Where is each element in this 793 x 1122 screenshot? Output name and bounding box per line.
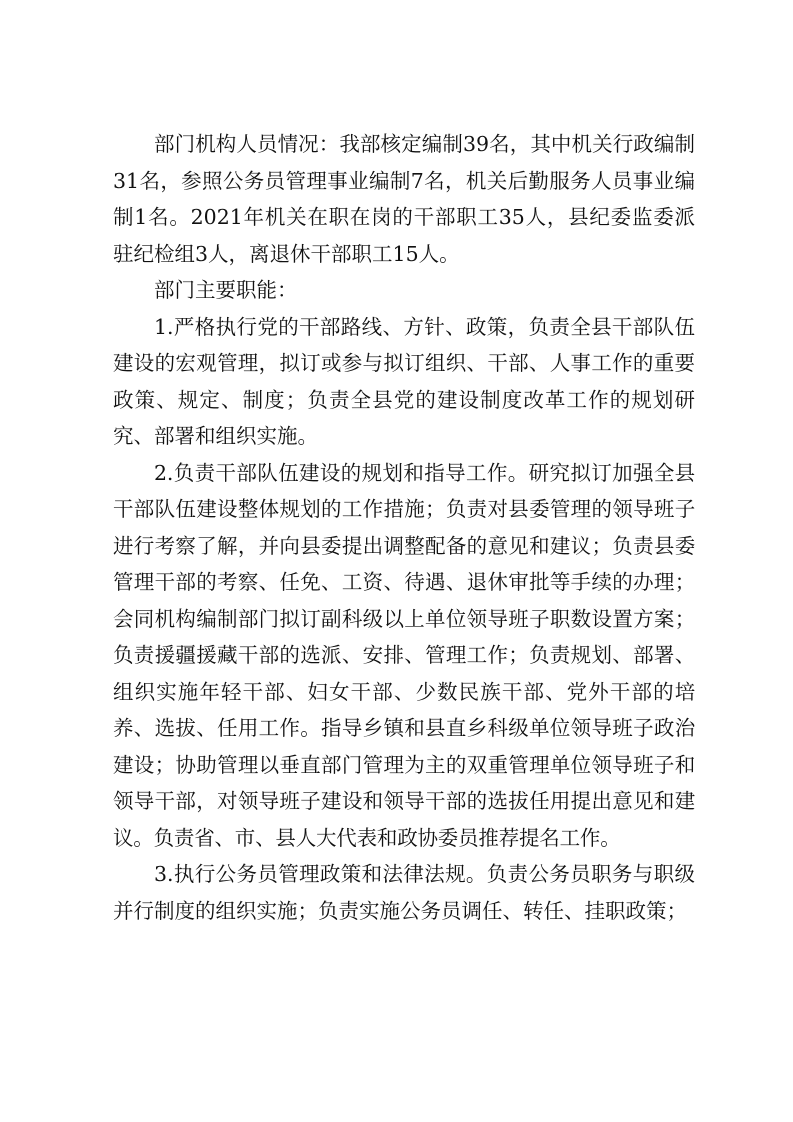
- document-page: [113, 126, 695, 929]
- paragraph-function-2: 2.负责干部队伍建设的规划和指导工作。研究拟订加强全县干部队伍建设整体规划的工作措施；负责对县委管理的领导班子进行考察了解，并向县委提出调整配备的意见和建议；负责县委管理干部的考察、任免、工资、待遇、退休审批等手续的办理；会同机构编制部门拟订副科级以上单位领导班子职数设置方案；负责援疆援藏干部的选派、安排、管理工作；负责规划、部署、组织实施年轻干部、妇女干部、少数民族干部、党外干部的培养、选拔、任用工作。指导乡镇和县直乡科级单位领导班子政治建设；协助管理以垂直部门管理为主的双重管理单位领导班子和领导干部，对领导班子建设和领导干部的选拔任用提出意见和建议。负责省、市、县人大代表和政协委员推荐提名工作。: [113, 460, 695, 850]
- paragraph-staffing: 部门机构人员情况：我部核定编制39名，其中机关行政编制31名，参照公务员管理事业编制7名，机关后勤服务人员事业编制1名。2021年机关在职在岗的干部职工35人，县纪委监委派驻纪检组3人，离退休干部职工15人。: [113, 132, 695, 266]
- paragraph-function-3: 3.执行公务员管理政策和法律法规。负责公务员职务与职级并行制度的组织实施；负责实施公务员调任、转任、挂职政策；: [113, 862, 695, 923]
- paragraph-functions-heading: 部门主要职能：: [154, 278, 298, 302]
- paragraph-function-1: 1.严格执行党的干部路线、方针、政策，负责全县干部队伍建设的宏观管理，拟订或参与拟订组织、干部、人事工作的重要政策、规定、制度；负责全县党的建设制度改革工作的规划研究、部署和组织实施。: [113, 314, 695, 448]
